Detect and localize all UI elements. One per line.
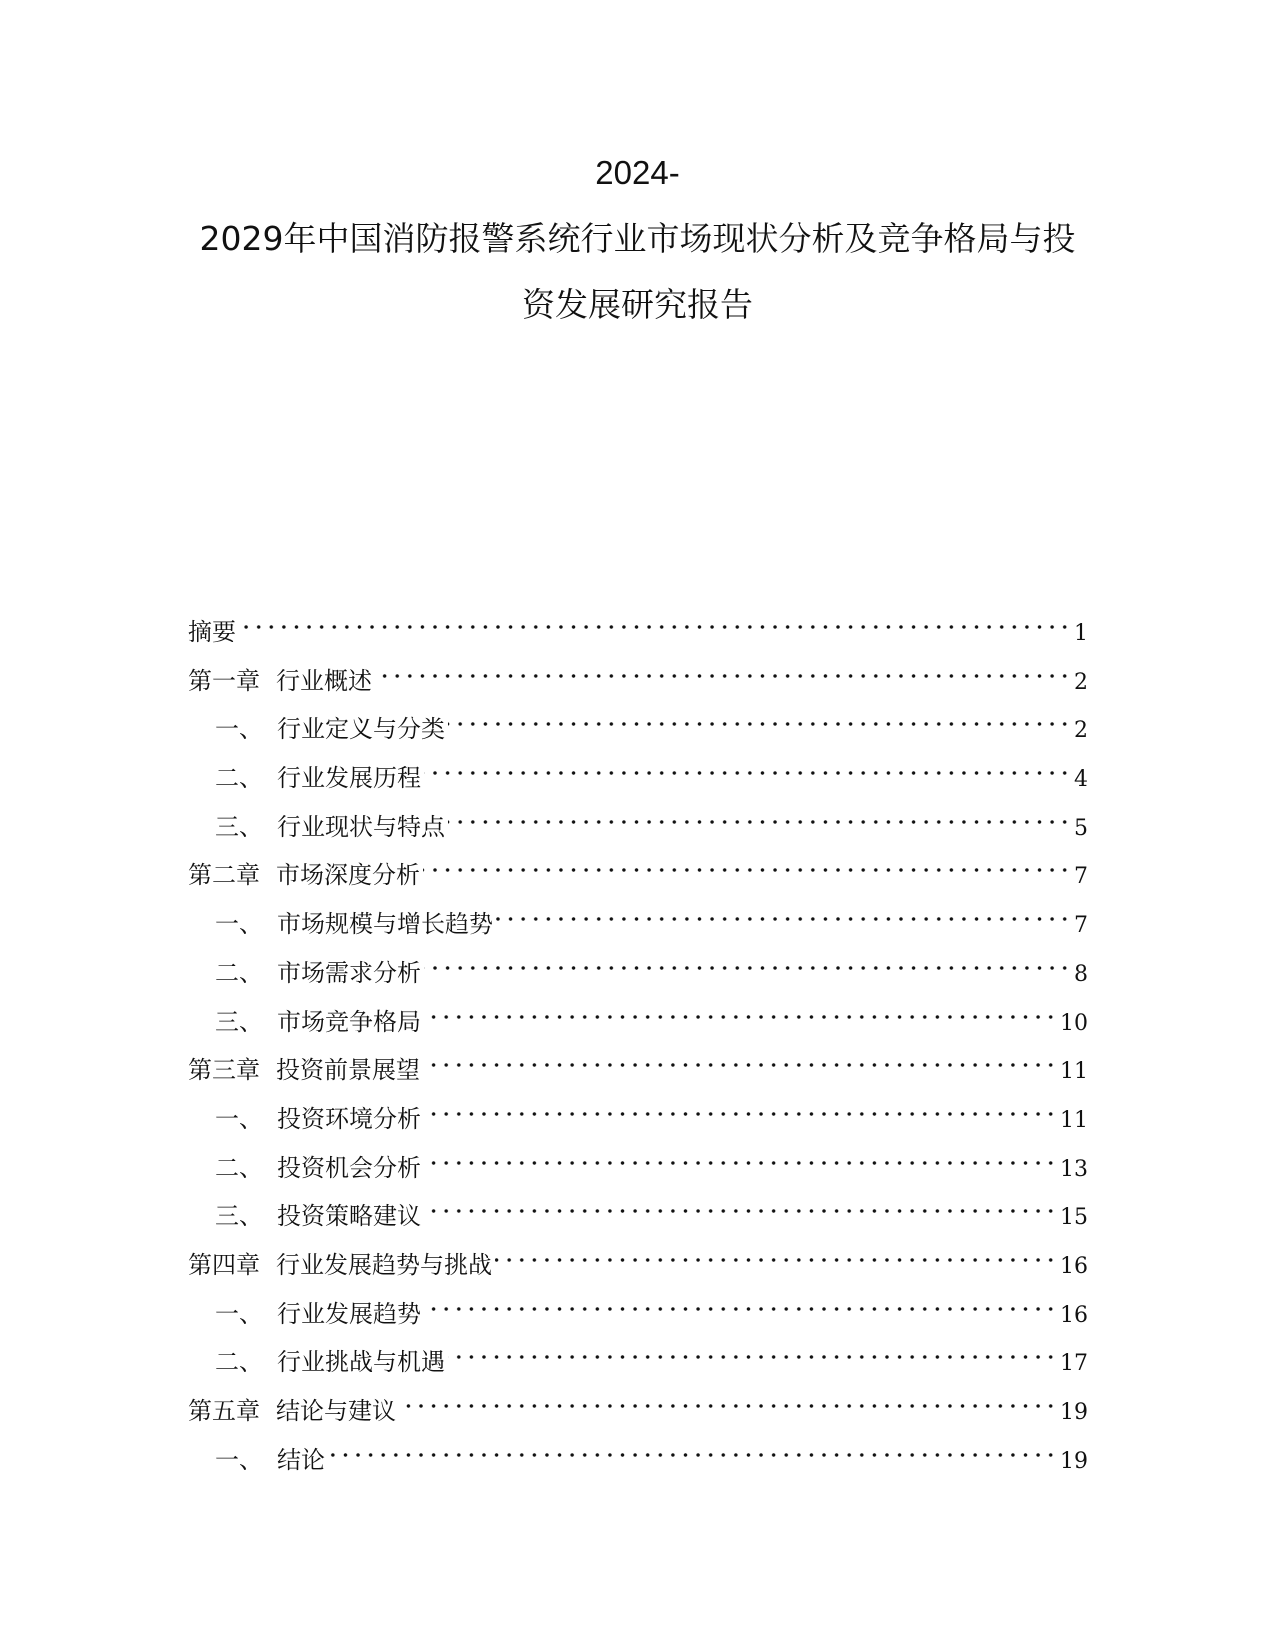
toc-section-entry[interactable] [188, 1087, 1088, 1136]
toc-entry-number: 二、 [215, 764, 263, 793]
dot-leader [496, 892, 1071, 932]
toc-entry-label: 行业挑战与机遇 [277, 1348, 445, 1377]
toc-section-entry[interactable] [188, 941, 1088, 990]
toc-entry-page-number: 19 [1060, 1400, 1088, 1425]
toc-entry-label: 行业现状与特点 [277, 812, 445, 841]
toc-entry-page-number: 17 [1060, 1351, 1088, 1377]
toc-chapter-entry[interactable] [188, 1038, 1088, 1087]
toc-entry-number: 三、 [215, 1202, 263, 1231]
toc-entry-page-number: 2 [1074, 718, 1088, 744]
toc-chapter-entry[interactable] [188, 649, 1088, 698]
toc-entry-page-number: 13 [1060, 1156, 1088, 1182]
toc-entry-number: 第一章 [188, 666, 260, 695]
toc-entry-number: 一、 [215, 1104, 263, 1133]
toc-entry-label: 行业定义与分类 [277, 715, 445, 744]
dot-leader [424, 746, 1071, 786]
toc-entry-label: 行业概述 [276, 666, 372, 695]
toc-entry-page-number: 8 [1074, 961, 1088, 987]
toc-entry-number: 一、 [215, 715, 263, 744]
toc-entry-number: 第三章 [188, 1056, 260, 1085]
toc-entry-page-number: 7 [1074, 864, 1088, 890]
toc-section-entry[interactable] [188, 892, 1088, 941]
toc-entry-page-number: 10 [1060, 1010, 1088, 1036]
toc-entry-label: 市场规模与增长趋势 [277, 910, 493, 939]
toc-entry-label: 投资前景展望 [276, 1056, 420, 1085]
dot-leader [424, 1087, 1057, 1127]
toc-entry-label: 行业发展趋势 [277, 1299, 421, 1328]
toc-entry-number: 第五章 [188, 1397, 260, 1425]
toc-section-entry[interactable] [188, 1184, 1088, 1233]
toc-entry-number: 一、 [215, 1299, 263, 1328]
toc-entry-number: 三、 [215, 812, 263, 841]
toc-section-entry[interactable] [188, 1282, 1088, 1331]
toc-entry-number: 三、 [215, 1007, 263, 1036]
toc-entry-page-number: 11 [1060, 1059, 1088, 1085]
toc-entry-number: 第四章 [188, 1250, 260, 1279]
toc-entry[interactable] [188, 600, 1088, 649]
toc-section-entry[interactable] [188, 697, 1088, 746]
toc-chapter-entry[interactable] [188, 843, 1088, 892]
toc-entry-page-number: 2 [1074, 669, 1088, 695]
dot-leader [495, 1233, 1057, 1273]
toc-entry-page-number: 5 [1074, 815, 1088, 841]
dot-leader [448, 795, 1071, 835]
toc-entry-page-number: 16 [1060, 1302, 1088, 1328]
dot-leader [424, 1184, 1057, 1224]
dot-leader [424, 941, 1071, 981]
toc-entry-label: 摘要 [188, 618, 236, 646]
toc-entry-page-number: 4 [1074, 767, 1088, 793]
dot-leader [423, 1038, 1057, 1078]
toc-chapter-entry[interactable] [188, 1233, 1088, 1282]
toc-entry-label: 投资环境分析 [277, 1104, 421, 1133]
toc-section-entry[interactable] [188, 1428, 1088, 1477]
toc-entry-page-number: 1 [1074, 621, 1088, 646]
toc-entry-label: 市场竞争格局 [277, 1007, 421, 1036]
toc-entry-page-number: 7 [1074, 913, 1088, 939]
toc-entry-number: 二、 [215, 1153, 263, 1182]
dot-leader [424, 1282, 1057, 1322]
toc-entry-label: 市场深度分析 [276, 861, 420, 890]
dot-leader [239, 600, 1071, 640]
toc-entry-number: 二、 [215, 958, 263, 987]
toc-entry-page-number: 16 [1060, 1253, 1088, 1279]
toc-entry-number: 第二章 [188, 861, 260, 890]
toc-section-entry[interactable] [188, 1330, 1088, 1379]
dot-leader [399, 1379, 1057, 1419]
toc-entry-label: 市场需求分析 [277, 958, 421, 987]
toc-entry-page-number: 15 [1060, 1205, 1088, 1231]
title-line-3: 资发展研究报告 [522, 285, 753, 324]
document-title [0, 140, 1275, 338]
toc-entry-number: 一、 [215, 1445, 263, 1474]
toc-section-entry[interactable] [188, 990, 1088, 1039]
toc-entry-label: 行业发展历程 [277, 764, 421, 793]
dot-leader [448, 697, 1071, 737]
dot-leader [424, 990, 1057, 1030]
toc-entry-label: 结论 [277, 1445, 325, 1474]
title-line-1: 2024- [595, 154, 680, 191]
toc-entry-label: 投资机会分析 [277, 1153, 421, 1182]
table-of-contents [188, 600, 1088, 1476]
toc-entry-page-number: 19 [1060, 1448, 1088, 1474]
dot-leader [328, 1428, 1057, 1468]
dot-leader [424, 1136, 1057, 1176]
toc-entry-number: 二、 [215, 1348, 263, 1377]
toc-entry-label: 行业发展趋势与挑战 [276, 1250, 492, 1279]
dot-leader [423, 843, 1071, 883]
toc-entry-page-number: 11 [1060, 1107, 1088, 1133]
toc-entry-number: 一、 [215, 910, 263, 939]
toc-section-entry[interactable] [188, 795, 1088, 844]
toc-entry-label: 结论与建议 [276, 1397, 396, 1425]
toc-section-entry[interactable] [188, 746, 1088, 795]
title-line-2: 2029年中国消防报警系统行业市场现状分析及竞争格局与投 [199, 219, 1076, 258]
toc-section-entry[interactable] [188, 1136, 1088, 1185]
dot-leader [448, 1330, 1057, 1370]
toc-chapter-entry[interactable] [188, 1379, 1088, 1428]
toc-entry-label: 投资策略建议 [277, 1202, 421, 1231]
dot-leader [375, 649, 1071, 689]
